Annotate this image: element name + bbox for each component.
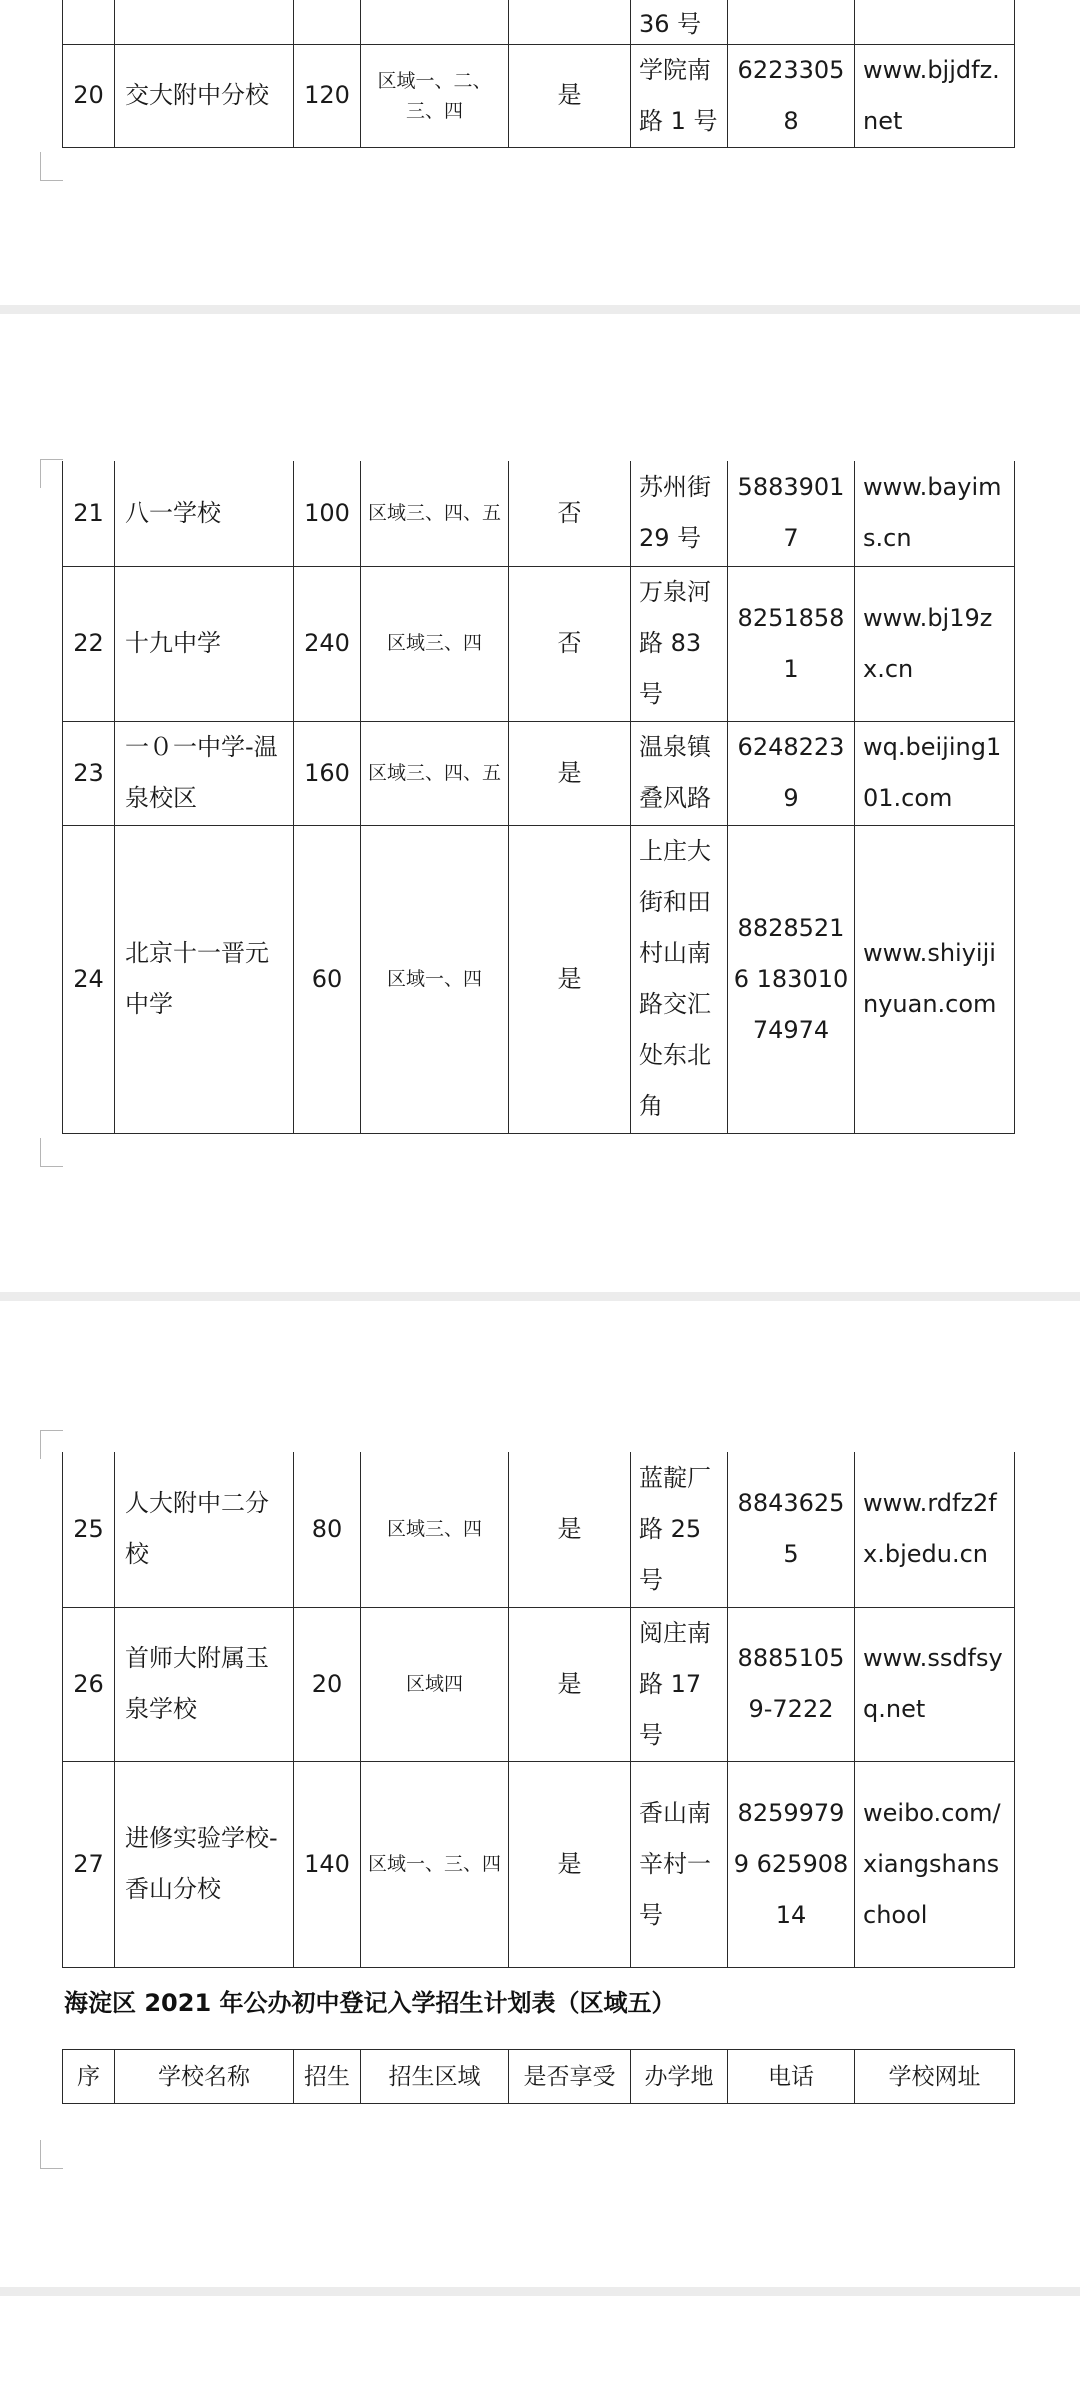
school-name: 人大附中二分校 [115, 1452, 294, 1607]
page-gap [0, 2287, 1080, 2296]
margin-corner-mark [40, 152, 63, 181]
enjoy: 是 [509, 1607, 631, 1761]
phone: 62233058 [728, 44, 855, 147]
enjoy: 是 [509, 825, 631, 1133]
row-number: 26 [63, 1607, 115, 1761]
website: wq.beijing101.com [855, 721, 1015, 825]
header-no: 序 [63, 2050, 115, 2104]
school-table-page-2 [62, 461, 1015, 1134]
school-name: 首师大附属玉泉学校 [115, 1607, 294, 1761]
zone: 区域一、四 [361, 825, 509, 1133]
row-number: 21 [63, 461, 115, 566]
phone: 58839017 [728, 461, 855, 566]
address: 香山南辛村一号 [631, 1761, 728, 1967]
website: www.bayims.cn [855, 461, 1015, 566]
address: 阅庄南路 17 号 [631, 1607, 728, 1761]
enjoy: 否 [509, 461, 631, 566]
header-row [63, 2050, 1015, 2104]
table-row [63, 825, 1015, 1133]
website: www.bjjdfz.net [855, 44, 1015, 147]
table-row [63, 44, 1015, 147]
header-quota: 招生 [294, 2050, 361, 2104]
header-phone: 电话 [728, 2050, 855, 2104]
header-zone: 招生区域 [361, 2050, 509, 2104]
website: www.shiyijinyuan.com [855, 825, 1015, 1133]
table-row [63, 1607, 1015, 1761]
page-1 [0, 0, 1080, 305]
header-name: 学校名称 [115, 2050, 294, 2104]
header-enjoy: 是否享受 [509, 2050, 631, 2104]
phone: 82518581 [728, 566, 855, 721]
website: www.rdfz2fx.bjedu.cn [855, 1452, 1015, 1607]
school-table-page-1 [62, 0, 1015, 148]
row-number: 25 [63, 1452, 115, 1607]
zone: 区域三、四、五 [361, 721, 509, 825]
website: weibo.com/xiangshanschool [855, 1761, 1015, 1967]
table-row [63, 461, 1015, 566]
address: 学院南路 1 号 [631, 44, 728, 147]
row-number: 20 [63, 44, 115, 147]
page-gap [0, 305, 1080, 314]
page-2 [0, 314, 1080, 1292]
margin-corner-mark [40, 459, 63, 488]
zone: 区域三、四 [361, 1452, 509, 1607]
phone: 88436255 [728, 1452, 855, 1607]
margin-corner-mark [40, 2140, 63, 2169]
enjoy: 是 [509, 1452, 631, 1607]
section-title: 海淀区 2021 年公办初中登记入学招生计划表（区域五） [64, 1989, 676, 2017]
website: www.bj19zx.cn [855, 566, 1015, 721]
zone: 区域四 [361, 1607, 509, 1761]
school-name: 一０一中学-温泉校区 [115, 721, 294, 825]
school-name: 北京十一晋元中学 [115, 825, 294, 1133]
row-number: 24 [63, 825, 115, 1133]
address: 上庄大街和田村山南路交汇处东北角 [631, 825, 728, 1133]
school-table-page-3 [62, 1452, 1015, 1968]
address: 万泉河路 83 号 [631, 566, 728, 721]
phone: 62482239 [728, 721, 855, 825]
enjoy: 是 [509, 721, 631, 825]
table-row [63, 721, 1015, 825]
margin-corner-mark [40, 1138, 63, 1167]
table-row [63, 566, 1015, 721]
table-row [63, 1761, 1015, 1967]
row-number: 22 [63, 566, 115, 721]
quota: 100 [294, 461, 361, 566]
header-web: 学校网址 [855, 2050, 1015, 2104]
school-name: 进修实验学校-香山分校 [115, 1761, 294, 1967]
quota: 60 [294, 825, 361, 1133]
quota: 120 [294, 44, 361, 147]
table-row [63, 0, 1015, 44]
address: 蓝靛厂路 25 号 [631, 1452, 728, 1607]
quota: 140 [294, 1761, 361, 1967]
quota: 160 [294, 721, 361, 825]
school-name: 十九中学 [115, 566, 294, 721]
phone: 88851059-7222 [728, 1607, 855, 1761]
zone: 区域一、二、三、四 [361, 44, 509, 147]
row-number: 27 [63, 1761, 115, 1967]
quota: 240 [294, 566, 361, 721]
phone: 82599799 62590814 [728, 1761, 855, 1967]
school-name: 八一学校 [115, 461, 294, 566]
website: www.ssdfsyq.net [855, 1607, 1015, 1761]
zone: 区域一、三、四 [361, 1761, 509, 1967]
quota: 20 [294, 1607, 361, 1761]
school-name: 交大附中分校 [115, 44, 294, 147]
address: 温泉镇叠风路 [631, 721, 728, 825]
zone: 区域三、四 [361, 566, 509, 721]
phone: 88285216 18301074974 [728, 825, 855, 1133]
enjoy: 是 [509, 1761, 631, 1967]
enjoy: 否 [509, 566, 631, 721]
page-gap [0, 1292, 1080, 1301]
row-number: 23 [63, 721, 115, 825]
page-3 [0, 1301, 1080, 2287]
page-4 [0, 2296, 1080, 2400]
margin-corner-mark [40, 1430, 63, 1459]
address: 苏州街 29 号 [631, 461, 728, 566]
table-row [63, 1452, 1015, 1607]
enjoy: 是 [509, 44, 631, 147]
quota: 80 [294, 1452, 361, 1607]
address-cell: 36 号 [631, 0, 728, 44]
header-addr: 办学地 [631, 2050, 728, 2104]
zone: 区域三、四、五 [361, 461, 509, 566]
plan-table-header [62, 2049, 1015, 2104]
